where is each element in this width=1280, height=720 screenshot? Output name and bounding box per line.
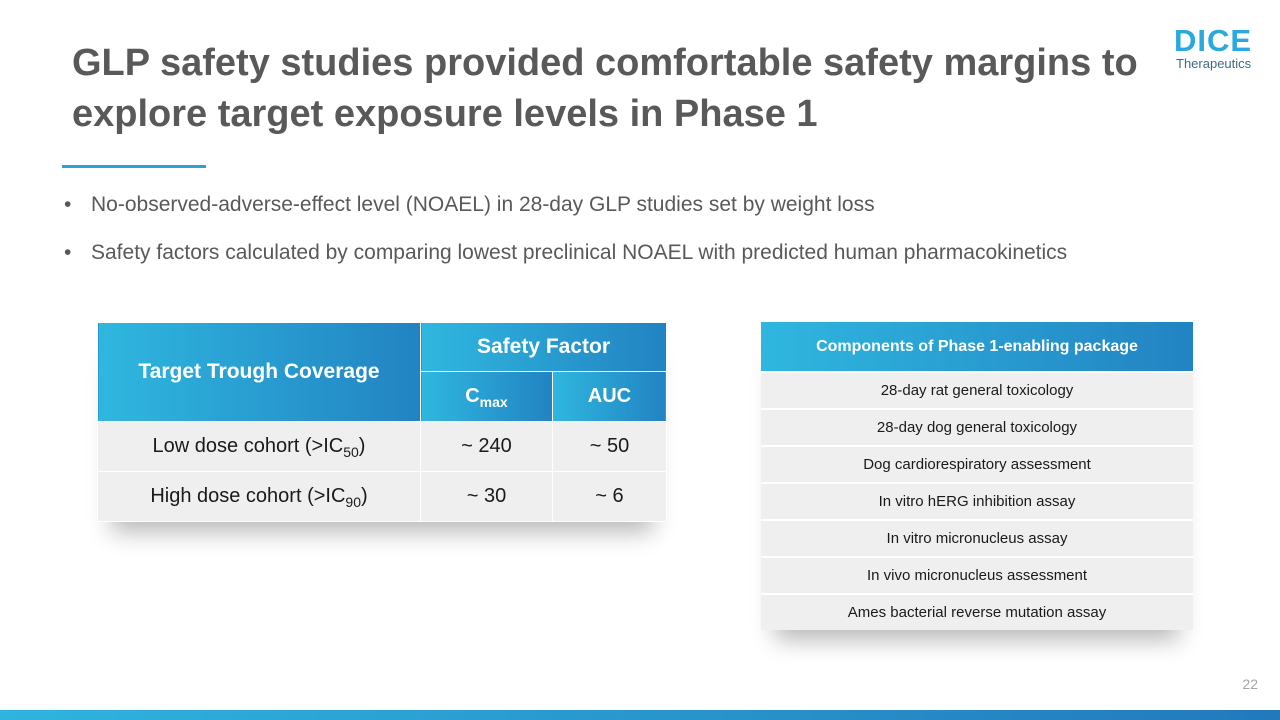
cmax-value: ~ 30 — [421, 472, 553, 522]
row-label-sub: 50 — [343, 444, 359, 460]
company-logo — [1174, 25, 1264, 71]
cmax-header — [421, 372, 553, 422]
auc-value: ~ 6 — [552, 472, 666, 522]
row-label-main: Low dose cohort (>IC — [152, 435, 344, 457]
safety-factor-table — [97, 322, 667, 522]
auc-value: ~ 50 — [552, 422, 666, 472]
row-label-main: High dose cohort (>IC — [150, 485, 346, 507]
bullet-item — [64, 238, 1067, 268]
footer-bar — [0, 710, 1280, 720]
component-item: Ames bacterial reverse mutation assay — [761, 594, 1193, 630]
auc-header: AUC — [552, 372, 666, 422]
component-item: In vitro hERG inhibition assay — [761, 483, 1193, 520]
components-table — [761, 322, 1193, 630]
target-trough-coverage-header: Target Trough Coverage — [98, 323, 421, 422]
component-item: Dog cardiorespiratory assessment — [761, 446, 1193, 483]
logo-wordmark: DICE — [1174, 23, 1253, 58]
slide-title: GLP safety studies provided comfortable safety margins to explore target exposure levels in Phase 1 — [72, 42, 1138, 135]
component-item: In vitro micronucleus assay — [761, 520, 1193, 557]
table-row — [98, 472, 667, 522]
cmax-value: ~ 240 — [421, 422, 553, 472]
component-item: 28-day rat general toxicology — [761, 372, 1193, 409]
row-label-end: ) — [361, 485, 368, 507]
safety-factor-header: Safety Factor — [421, 323, 667, 372]
component-item: 28-day dog general toxicology — [761, 409, 1193, 446]
row-label — [98, 422, 421, 472]
bullet-text: Safety factors calculated by comparing lowest preclinical NOAEL with predicted human pharmacokinetics — [91, 241, 1068, 264]
row-label-end: ) — [358, 435, 366, 457]
cmax-header-sub: max — [479, 394, 508, 410]
cmax-header-main: C — [465, 385, 480, 407]
table-row — [98, 422, 667, 472]
components-header: Components of Phase 1-enabling package — [761, 322, 1193, 372]
bullet-dot-icon: • — [64, 193, 72, 216]
page-number: 22 — [1242, 676, 1258, 692]
bullet-text: No-observed-adverse-effect level (NOAEL) in 28-day GLP studies set by weight loss — [91, 193, 875, 216]
title-underline — [62, 165, 206, 168]
logo-subtitle: Therapeutics — [1176, 56, 1252, 71]
bullet-item — [64, 190, 1067, 220]
row-label — [98, 472, 421, 522]
component-item: In vivo micronucleus assessment — [761, 557, 1193, 594]
row-label-sub: 90 — [345, 494, 361, 510]
bullet-dot-icon: • — [64, 241, 72, 264]
bullet-list — [64, 190, 1067, 286]
